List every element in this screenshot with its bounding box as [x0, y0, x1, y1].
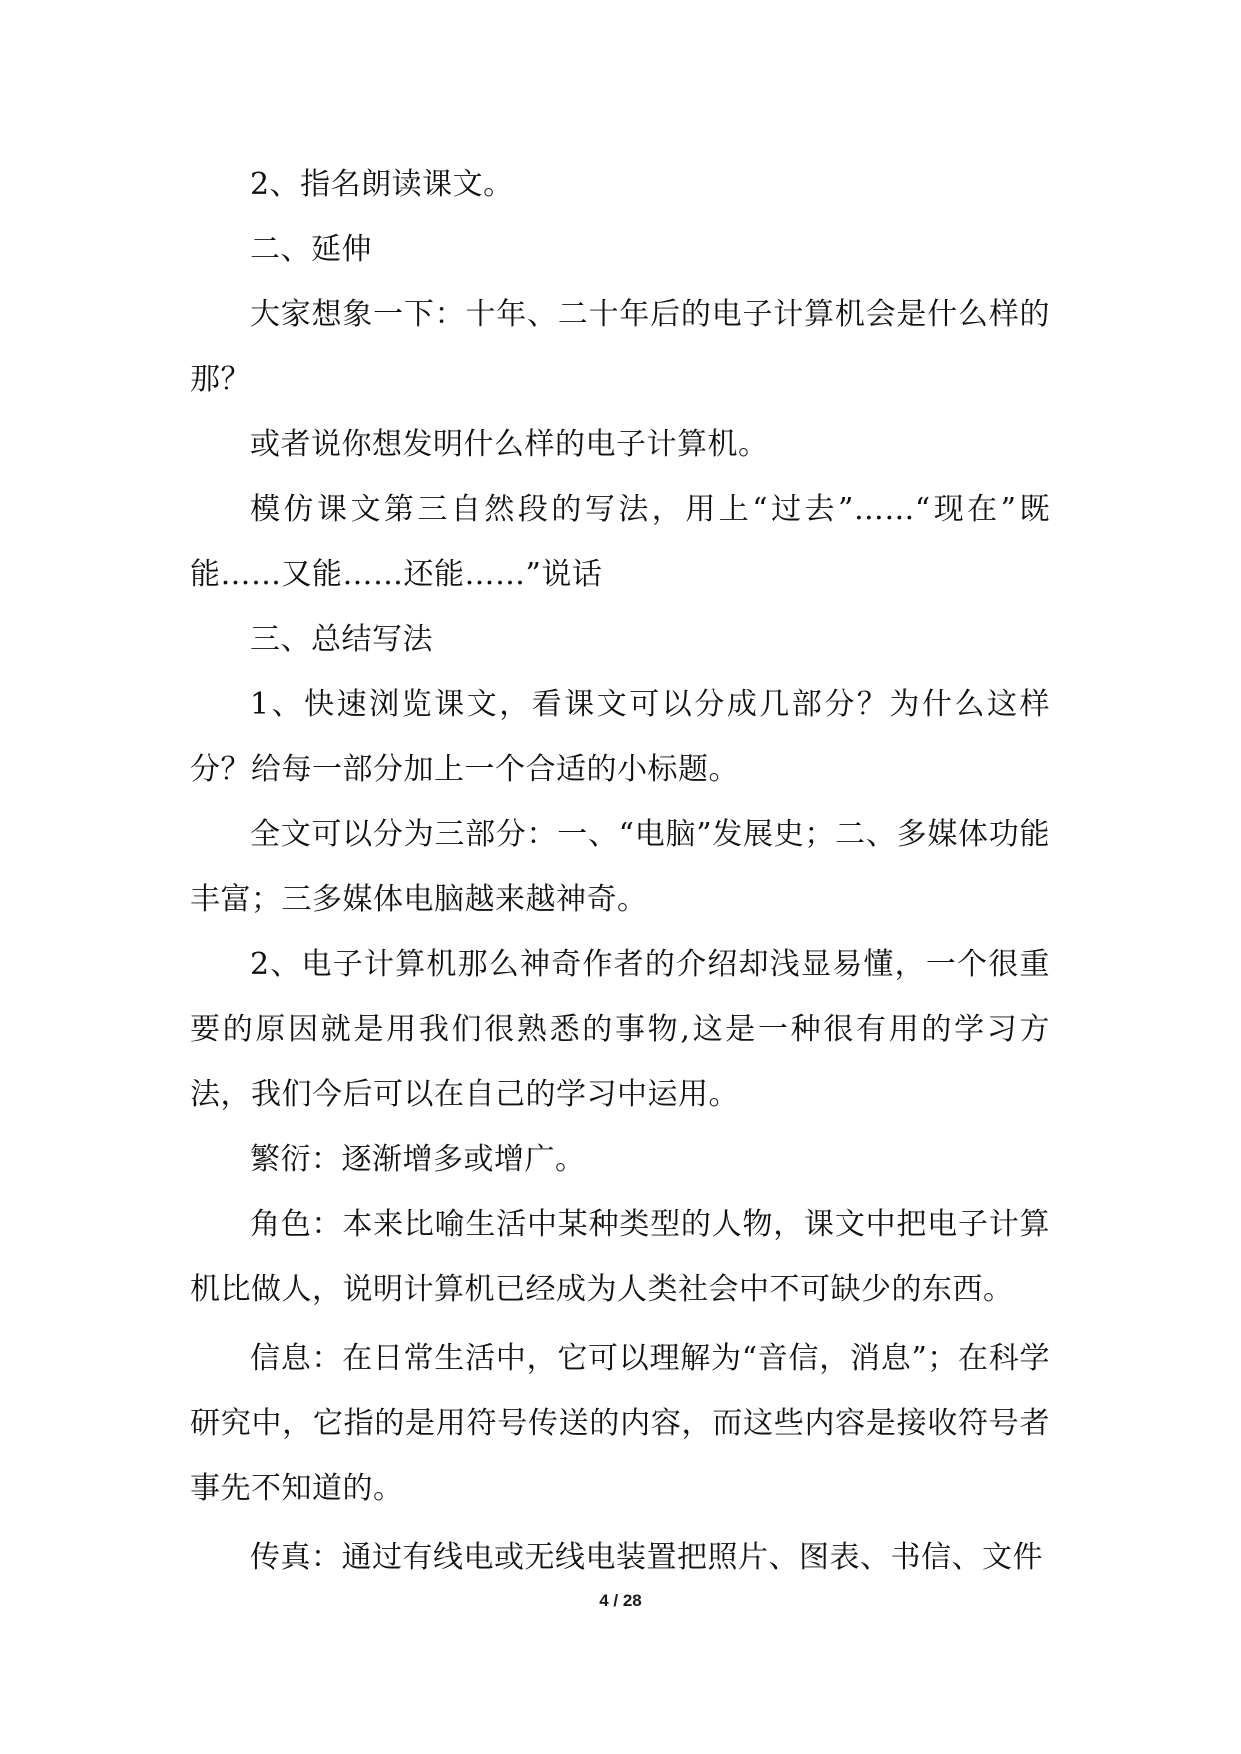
page-number: 4 / 28	[599, 1591, 642, 1610]
heading-extension: 二、延伸	[250, 232, 372, 267]
paragraph-imitate-writing: 模仿课文第三自然段的写法，用上“过去”……“现在”既能……又能……还能……”说话	[190, 492, 1050, 592]
definition-fanyan: 繁衍：逐渐增多或增广。	[250, 1142, 586, 1177]
paragraph-imagine-future: 大家想象一下：十年、二十年后的电子计算机会是什么样的那？	[190, 297, 1050, 397]
paragraph-invent-computer: 或者说你想发明什么样的电子计算机。	[250, 427, 769, 462]
paragraph-three-parts: 全文可以分为三部分：一、“电脑”发展史；二、多媒体功能丰富；三多媒体电脑越来越神奇。	[190, 817, 1050, 917]
definition-chuanzhen: 传真：通过有线电或无线电装置把照片、图表、书信、文件	[250, 1540, 1043, 1575]
paragraph-read-aloud: 2、指名朗读课文。	[250, 167, 514, 202]
document-body	[190, 152, 1050, 1590]
definition-xinxi: 信息：在日常生活中，它可以理解为“音信，消息”；在科学研究中，它指的是用符号传送的内容，而这些内容是接收符号者事先不知道的。	[190, 1341, 1050, 1506]
heading-summary-writing: 三、总结写法	[250, 622, 433, 657]
paragraph-easy-to-understand: 2、电子计算机那么神奇作者的介绍却浅显易懂，一个很重要的原因就是用我们很熟悉的事物,这是一种很有用的学习方法，我们今后可以在自己的学习中运用。	[190, 947, 1050, 1112]
paragraph-browse-text: 1、快速浏览课文，看课文可以分成几部分？为什么这样分？给每一部分加上一个合适的小标题。	[190, 687, 1050, 787]
definition-juese: 角色：本来比喻生活中某种类型的人物，课文中把电子计算机比做人，说明计算机已经成为人类社会中不可缺少的东西。	[190, 1207, 1050, 1307]
